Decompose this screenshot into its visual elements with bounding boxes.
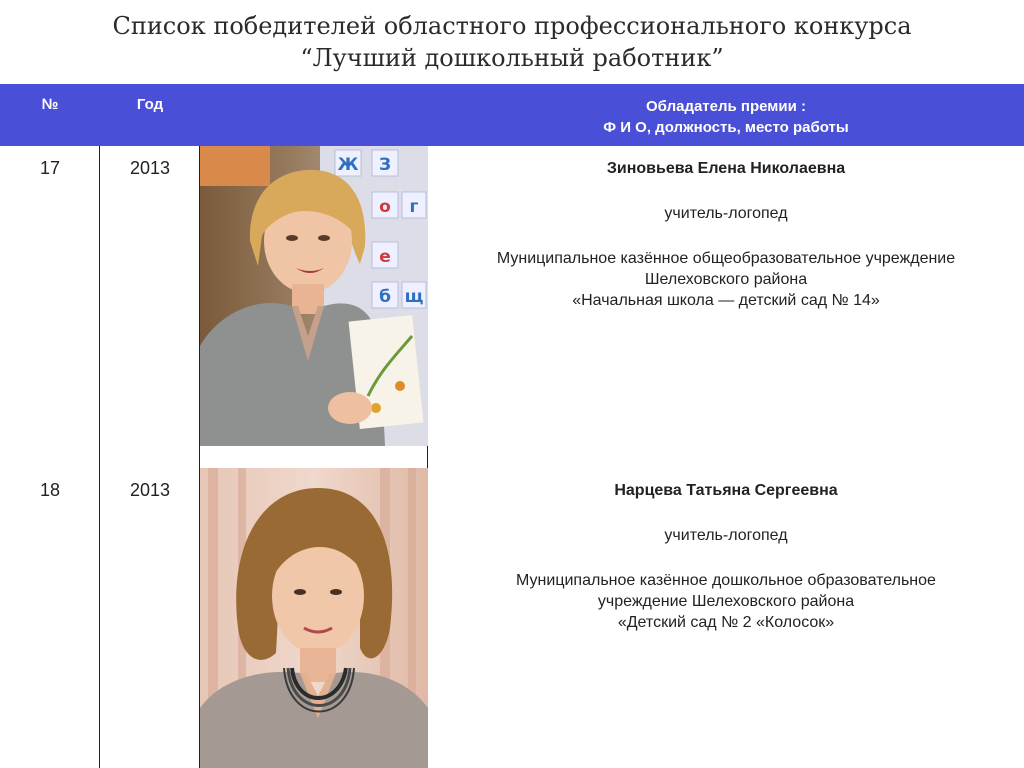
winner-organization xyxy=(428,248,1024,311)
row-year: 2013 xyxy=(129,480,171,500)
winner-photo-image xyxy=(200,468,428,768)
winner-info xyxy=(428,158,1024,311)
title-line-2: “Лучший дошкольный работник” xyxy=(300,44,724,72)
table-header xyxy=(0,84,1024,146)
board-letter: о xyxy=(379,197,391,217)
winner-photo-image xyxy=(200,146,428,446)
board-letter: З xyxy=(378,155,392,175)
board-letter: е xyxy=(379,247,391,267)
board-letter: б xyxy=(379,287,391,307)
table-row xyxy=(0,146,1024,468)
winner-organization xyxy=(428,570,1024,633)
winner-photo xyxy=(200,468,428,768)
org-line: «Детский сад № 2 «Колосок» xyxy=(617,614,835,631)
winner-info xyxy=(428,480,1024,633)
header-owner-line-1: Обладатель премии : xyxy=(646,98,806,115)
org-line: Муниципальное казённое общеобразовательное учреждение xyxy=(496,250,956,267)
table-row xyxy=(0,468,1024,768)
page-title xyxy=(0,10,1024,74)
org-line: Муниципальное казённое дошкольное образовательное xyxy=(516,572,936,589)
org-line: «Начальная школа — детский сад № 14» xyxy=(572,292,880,309)
header-owner-line-2: Ф И О, должность, место работы xyxy=(603,119,849,136)
row-number: 17 xyxy=(39,158,61,178)
header-owner xyxy=(428,96,1024,138)
header-number: № xyxy=(41,96,59,113)
org-line: Шелеховского района xyxy=(644,271,808,288)
board-letter: Ж xyxy=(337,155,359,175)
winner-name: Зиновьева Елена Николаевна xyxy=(606,160,846,177)
org-line: учреждение Шелеховского района xyxy=(597,593,855,610)
winner-role: учитель-логопед xyxy=(664,205,788,222)
board-letter: щ xyxy=(404,287,424,307)
row-year: 2013 xyxy=(129,158,171,178)
header-year: Год xyxy=(136,96,164,113)
board-letter: г xyxy=(409,197,419,217)
row-number: 18 xyxy=(39,480,61,500)
winner-photo xyxy=(200,146,428,446)
winner-role: учитель-логопед xyxy=(664,527,788,544)
title-line-1: Список победителей областного профессионального конкурса xyxy=(112,12,912,40)
winner-name: Нарцева Татьяна Сергеевна xyxy=(614,482,838,499)
